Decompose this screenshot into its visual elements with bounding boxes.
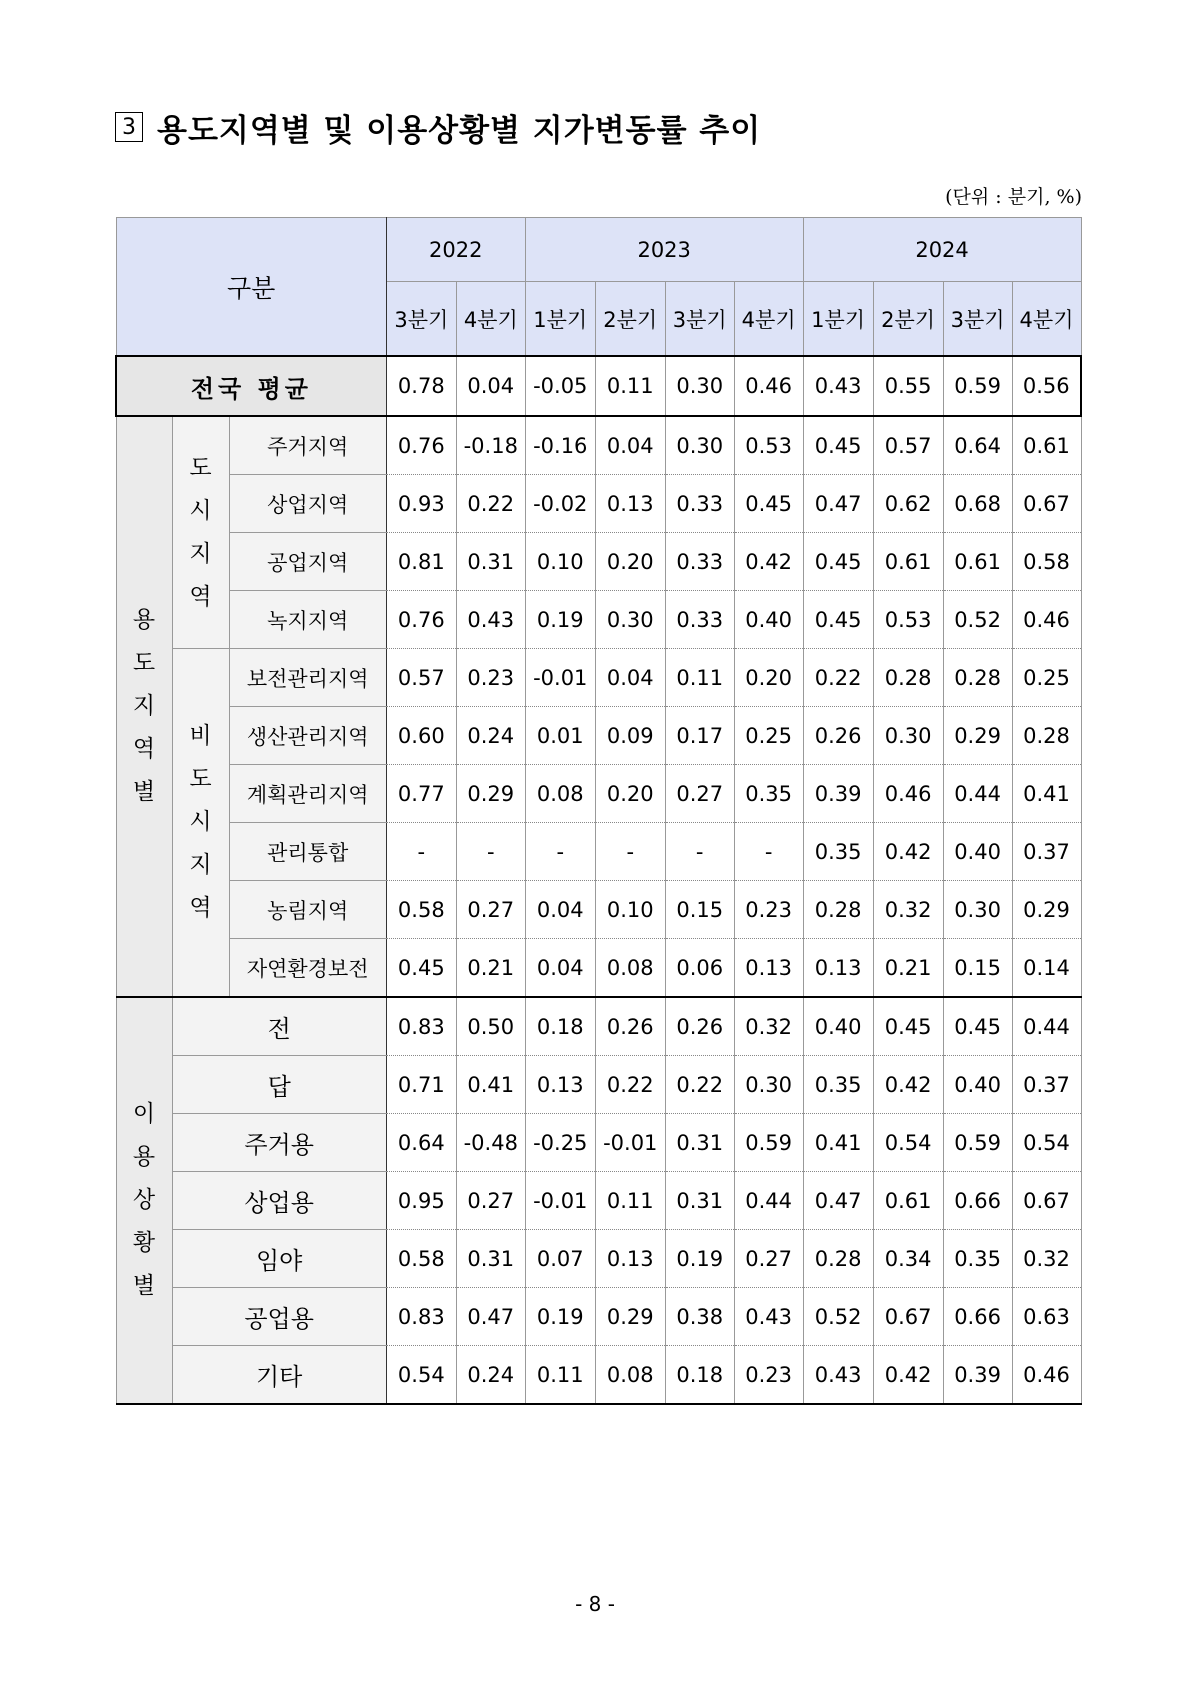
value-cell: 0.27 xyxy=(456,1172,525,1230)
value-cell: 0.62 xyxy=(873,475,943,533)
value-cell: 0.08 xyxy=(525,765,595,823)
value-cell: 0.59 xyxy=(943,1114,1012,1172)
table-row xyxy=(116,1288,1081,1346)
row-label: 자연환경보전 xyxy=(229,939,386,998)
value-cell: 0.58 xyxy=(386,1230,456,1288)
value-cell: 0.28 xyxy=(943,649,1012,707)
row-label: 생산관리지역 xyxy=(229,707,386,765)
table-row xyxy=(116,707,1081,765)
value-cell: 0.27 xyxy=(456,881,525,939)
value-cell: 0.20 xyxy=(595,533,665,591)
value-cell: 0.04 xyxy=(525,881,595,939)
zoning-category xyxy=(116,416,172,997)
table-row xyxy=(116,1056,1081,1114)
value-cell: 0.35 xyxy=(943,1230,1012,1288)
value-cell: 0.57 xyxy=(873,416,943,475)
value-cell: 0.45 xyxy=(734,475,803,533)
value-cell: 0.58 xyxy=(386,881,456,939)
value-cell: 0.44 xyxy=(943,765,1012,823)
value-cell: 0.71 xyxy=(386,1056,456,1114)
value-cell: 0.13 xyxy=(595,1230,665,1288)
value-cell: 0.42 xyxy=(734,533,803,591)
value-cell: 0.32 xyxy=(734,997,803,1056)
value-cell: 0.64 xyxy=(943,416,1012,475)
header-quarter: 1분기 xyxy=(525,282,595,357)
value-cell: 0.23 xyxy=(734,881,803,939)
value-cell: 0.35 xyxy=(803,1056,873,1114)
table-row xyxy=(116,997,1081,1056)
value-cell: 0.53 xyxy=(734,416,803,475)
row-label: 공업용 xyxy=(172,1288,386,1346)
value-cell: 0.08 xyxy=(595,1346,665,1405)
table-row xyxy=(116,1230,1081,1288)
value-cell: 0.37 xyxy=(1012,1056,1081,1114)
value-cell: 0.19 xyxy=(525,591,595,649)
value-cell: 0.40 xyxy=(943,823,1012,881)
value-cell: 0.30 xyxy=(734,1056,803,1114)
value-cell: 0.22 xyxy=(665,1056,734,1114)
value-cell: 0.61 xyxy=(1012,416,1081,475)
value-cell: 0.45 xyxy=(803,591,873,649)
value-cell: 0.39 xyxy=(943,1346,1012,1405)
value-cell: 0.47 xyxy=(456,1288,525,1346)
value-cell: 0.38 xyxy=(665,1288,734,1346)
header-quarter: 1분기 xyxy=(803,282,873,357)
value-cell: 0.54 xyxy=(386,1346,456,1405)
value-cell: 0.67 xyxy=(1012,1172,1081,1230)
section-title xyxy=(115,105,761,149)
value-cell: 0.30 xyxy=(873,707,943,765)
table-row xyxy=(116,475,1081,533)
table-row xyxy=(116,591,1081,649)
value-cell: 0.53 xyxy=(873,591,943,649)
value-cell: - xyxy=(665,823,734,881)
value-cell: 0.45 xyxy=(386,939,456,998)
value-cell: 0.46 xyxy=(873,765,943,823)
national-average-row xyxy=(116,356,1081,416)
value-cell: 0.61 xyxy=(873,533,943,591)
row-label: 보전관리지역 xyxy=(229,649,386,707)
value-cell: 0.56 xyxy=(1012,356,1081,416)
table-row xyxy=(116,1114,1081,1172)
value-cell: 0.14 xyxy=(1012,939,1081,998)
row-label: 계획관리지역 xyxy=(229,765,386,823)
value-cell: - xyxy=(734,823,803,881)
header-quarter: 3분기 xyxy=(665,282,734,357)
value-cell: 0.24 xyxy=(456,1346,525,1405)
value-cell: 0.09 xyxy=(595,707,665,765)
zoning-category-text: 용 도 지 역 별 xyxy=(132,607,156,805)
value-cell: 0.83 xyxy=(386,997,456,1056)
value-cell: 0.46 xyxy=(734,356,803,416)
row-label: 답 xyxy=(172,1056,386,1114)
value-cell: 0.63 xyxy=(1012,1288,1081,1346)
table-row xyxy=(116,881,1081,939)
value-cell: 0.25 xyxy=(734,707,803,765)
value-cell: 0.08 xyxy=(595,939,665,998)
value-cell: 0.81 xyxy=(386,533,456,591)
value-cell: -0.01 xyxy=(595,1114,665,1172)
value-cell: 0.27 xyxy=(665,765,734,823)
header-year: 2022 xyxy=(386,218,525,282)
header-quarter: 4분기 xyxy=(734,282,803,357)
header-year-row xyxy=(116,218,1081,282)
value-cell: 0.61 xyxy=(873,1172,943,1230)
value-cell: 0.20 xyxy=(734,649,803,707)
value-cell: 0.26 xyxy=(665,997,734,1056)
header-quarter: 3분기 xyxy=(386,282,456,357)
value-cell: 0.32 xyxy=(1012,1230,1081,1288)
national-average-label: 전국 평균 xyxy=(116,356,386,416)
header-quarter: 2분기 xyxy=(873,282,943,357)
value-cell: 0.07 xyxy=(525,1230,595,1288)
value-cell: 0.42 xyxy=(873,1056,943,1114)
land-price-change-table xyxy=(115,217,1082,1405)
row-label: 상업지역 xyxy=(229,475,386,533)
value-cell: -0.01 xyxy=(525,1172,595,1230)
row-label: 공업지역 xyxy=(229,533,386,591)
value-cell: 0.18 xyxy=(525,997,595,1056)
value-cell: 0.54 xyxy=(873,1114,943,1172)
value-cell: 0.34 xyxy=(873,1230,943,1288)
value-cell: 0.25 xyxy=(1012,649,1081,707)
section-title-text: 용도지역별 및 이용상황별 지가변동률 추이 xyxy=(157,112,762,149)
value-cell: 0.66 xyxy=(943,1172,1012,1230)
value-cell: 0.35 xyxy=(803,823,873,881)
value-cell: 0.11 xyxy=(595,356,665,416)
zoning-group xyxy=(172,649,229,998)
row-label: 녹지지역 xyxy=(229,591,386,649)
value-cell: 0.29 xyxy=(1012,881,1081,939)
value-cell: 0.28 xyxy=(803,1230,873,1288)
value-cell: 0.61 xyxy=(943,533,1012,591)
value-cell: 0.40 xyxy=(943,1056,1012,1114)
value-cell: 0.01 xyxy=(525,707,595,765)
value-cell: -0.48 xyxy=(456,1114,525,1172)
value-cell: 0.13 xyxy=(595,475,665,533)
value-cell: 0.44 xyxy=(1012,997,1081,1056)
value-cell: 0.52 xyxy=(803,1288,873,1346)
value-cell: 0.28 xyxy=(873,649,943,707)
value-cell: 0.19 xyxy=(525,1288,595,1346)
header-year: 2024 xyxy=(803,218,1081,282)
value-cell: 0.33 xyxy=(665,475,734,533)
zoning-group-text: 비 도 시 지 역 xyxy=(189,723,212,921)
value-cell: 0.31 xyxy=(456,533,525,591)
value-cell: -0.16 xyxy=(525,416,595,475)
row-label: 주거지역 xyxy=(229,416,386,475)
value-cell: 0.26 xyxy=(803,707,873,765)
value-cell: 0.68 xyxy=(943,475,1012,533)
value-cell: 0.76 xyxy=(386,591,456,649)
value-cell: 0.11 xyxy=(525,1346,595,1405)
table-row xyxy=(116,416,1081,475)
value-cell: 0.28 xyxy=(1012,707,1081,765)
value-cell: 0.60 xyxy=(386,707,456,765)
value-cell: 0.40 xyxy=(734,591,803,649)
value-cell: 0.30 xyxy=(665,356,734,416)
value-cell: -0.25 xyxy=(525,1114,595,1172)
table-row xyxy=(116,533,1081,591)
value-cell: 0.21 xyxy=(873,939,943,998)
value-cell: 0.20 xyxy=(595,765,665,823)
value-cell: 0.04 xyxy=(595,649,665,707)
value-cell: 0.31 xyxy=(665,1114,734,1172)
value-cell: 0.13 xyxy=(525,1056,595,1114)
value-cell: 0.11 xyxy=(595,1172,665,1230)
value-cell: 0.31 xyxy=(665,1172,734,1230)
value-cell: -0.05 xyxy=(525,356,595,416)
value-cell: 0.24 xyxy=(456,707,525,765)
value-cell: 0.41 xyxy=(803,1114,873,1172)
value-cell: 0.22 xyxy=(803,649,873,707)
value-cell: 0.30 xyxy=(665,416,734,475)
value-cell: 0.54 xyxy=(1012,1114,1081,1172)
value-cell: 0.66 xyxy=(943,1288,1012,1346)
value-cell: 0.95 xyxy=(386,1172,456,1230)
value-cell: - xyxy=(386,823,456,881)
header-category: 구분 xyxy=(116,218,386,357)
value-cell: 0.11 xyxy=(665,649,734,707)
value-cell: 0.10 xyxy=(525,533,595,591)
value-cell: 0.76 xyxy=(386,416,456,475)
value-cell: 0.33 xyxy=(665,533,734,591)
value-cell: 0.52 xyxy=(943,591,1012,649)
value-cell: 0.58 xyxy=(1012,533,1081,591)
value-cell: 0.26 xyxy=(595,997,665,1056)
value-cell: 0.22 xyxy=(456,475,525,533)
value-cell: 0.40 xyxy=(803,997,873,1056)
row-label: 관리통합 xyxy=(229,823,386,881)
table-row xyxy=(116,823,1081,881)
value-cell: 0.31 xyxy=(456,1230,525,1288)
value-cell: 0.93 xyxy=(386,475,456,533)
row-label: 임야 xyxy=(172,1230,386,1288)
value-cell: 0.29 xyxy=(595,1288,665,1346)
value-cell: 0.04 xyxy=(525,939,595,998)
value-cell: -0.02 xyxy=(525,475,595,533)
page-number: - 8 - xyxy=(575,1592,615,1616)
value-cell: 0.29 xyxy=(943,707,1012,765)
value-cell: 0.17 xyxy=(665,707,734,765)
value-cell: 0.35 xyxy=(734,765,803,823)
value-cell: 0.43 xyxy=(456,591,525,649)
value-cell: 0.18 xyxy=(665,1346,734,1405)
value-cell: 0.41 xyxy=(456,1056,525,1114)
section-number-box: 3 xyxy=(115,112,143,142)
value-cell: 0.45 xyxy=(943,997,1012,1056)
value-cell: 0.50 xyxy=(456,997,525,1056)
value-cell: 0.41 xyxy=(1012,765,1081,823)
value-cell: - xyxy=(456,823,525,881)
value-cell: 0.78 xyxy=(386,356,456,416)
value-cell: 0.42 xyxy=(873,1346,943,1405)
header-quarter: 4분기 xyxy=(1012,282,1081,357)
value-cell: 0.42 xyxy=(873,823,943,881)
value-cell: 0.23 xyxy=(734,1346,803,1405)
usage-category-text: 이 용 상 황 별 xyxy=(132,1101,156,1299)
header-year: 2023 xyxy=(525,218,803,282)
value-cell: 0.59 xyxy=(943,356,1012,416)
value-cell: 0.39 xyxy=(803,765,873,823)
table-row xyxy=(116,649,1081,707)
value-cell: 0.30 xyxy=(595,591,665,649)
value-cell: 0.46 xyxy=(1012,1346,1081,1405)
value-cell: 0.04 xyxy=(595,416,665,475)
table-row xyxy=(116,1172,1081,1230)
value-cell: -0.01 xyxy=(525,649,595,707)
zoning-group xyxy=(172,416,229,649)
row-label: 전 xyxy=(172,997,386,1056)
value-cell: 0.22 xyxy=(595,1056,665,1114)
value-cell: 0.06 xyxy=(665,939,734,998)
value-cell: 0.67 xyxy=(873,1288,943,1346)
table-row xyxy=(116,939,1081,998)
value-cell: 0.83 xyxy=(386,1288,456,1346)
value-cell: 0.15 xyxy=(943,939,1012,998)
header-quarter: 3분기 xyxy=(943,282,1012,357)
value-cell: 0.43 xyxy=(734,1288,803,1346)
value-cell: 0.13 xyxy=(734,939,803,998)
value-cell: 0.55 xyxy=(873,356,943,416)
value-cell: 0.77 xyxy=(386,765,456,823)
value-cell: 0.47 xyxy=(803,475,873,533)
value-cell: 0.43 xyxy=(803,356,873,416)
value-cell: 0.37 xyxy=(1012,823,1081,881)
value-cell: 0.47 xyxy=(803,1172,873,1230)
header-quarter: 2분기 xyxy=(595,282,665,357)
value-cell: 0.45 xyxy=(803,416,873,475)
value-cell: - xyxy=(525,823,595,881)
value-cell: 0.21 xyxy=(456,939,525,998)
row-label: 기타 xyxy=(172,1346,386,1405)
usage-category xyxy=(116,997,172,1404)
value-cell: -0.18 xyxy=(456,416,525,475)
value-cell: 0.33 xyxy=(665,591,734,649)
value-cell: 0.15 xyxy=(665,881,734,939)
value-cell: 0.10 xyxy=(595,881,665,939)
value-cell: 0.04 xyxy=(456,356,525,416)
value-cell: 0.57 xyxy=(386,649,456,707)
row-label: 농림지역 xyxy=(229,881,386,939)
value-cell: 0.29 xyxy=(456,765,525,823)
value-cell: 0.27 xyxy=(734,1230,803,1288)
value-cell: 0.46 xyxy=(1012,591,1081,649)
value-cell: 0.45 xyxy=(803,533,873,591)
value-cell: - xyxy=(595,823,665,881)
value-cell: 0.67 xyxy=(1012,475,1081,533)
value-cell: 0.45 xyxy=(873,997,943,1056)
value-cell: 0.44 xyxy=(734,1172,803,1230)
value-cell: 0.64 xyxy=(386,1114,456,1172)
value-cell: 0.23 xyxy=(456,649,525,707)
value-cell: 0.43 xyxy=(803,1346,873,1405)
zoning-group-text: 도 시 지 역 xyxy=(189,454,212,610)
value-cell: 0.13 xyxy=(803,939,873,998)
value-cell: 0.59 xyxy=(734,1114,803,1172)
value-cell: 0.19 xyxy=(665,1230,734,1288)
row-label: 주거용 xyxy=(172,1114,386,1172)
table-row xyxy=(116,765,1081,823)
value-cell: 0.28 xyxy=(803,881,873,939)
unit-note: (단위 : 분기, %) xyxy=(945,186,1082,208)
value-cell: 0.32 xyxy=(873,881,943,939)
row-label: 상업용 xyxy=(172,1172,386,1230)
header-quarter: 4분기 xyxy=(456,282,525,357)
table-row xyxy=(116,1346,1081,1405)
value-cell: 0.30 xyxy=(943,881,1012,939)
